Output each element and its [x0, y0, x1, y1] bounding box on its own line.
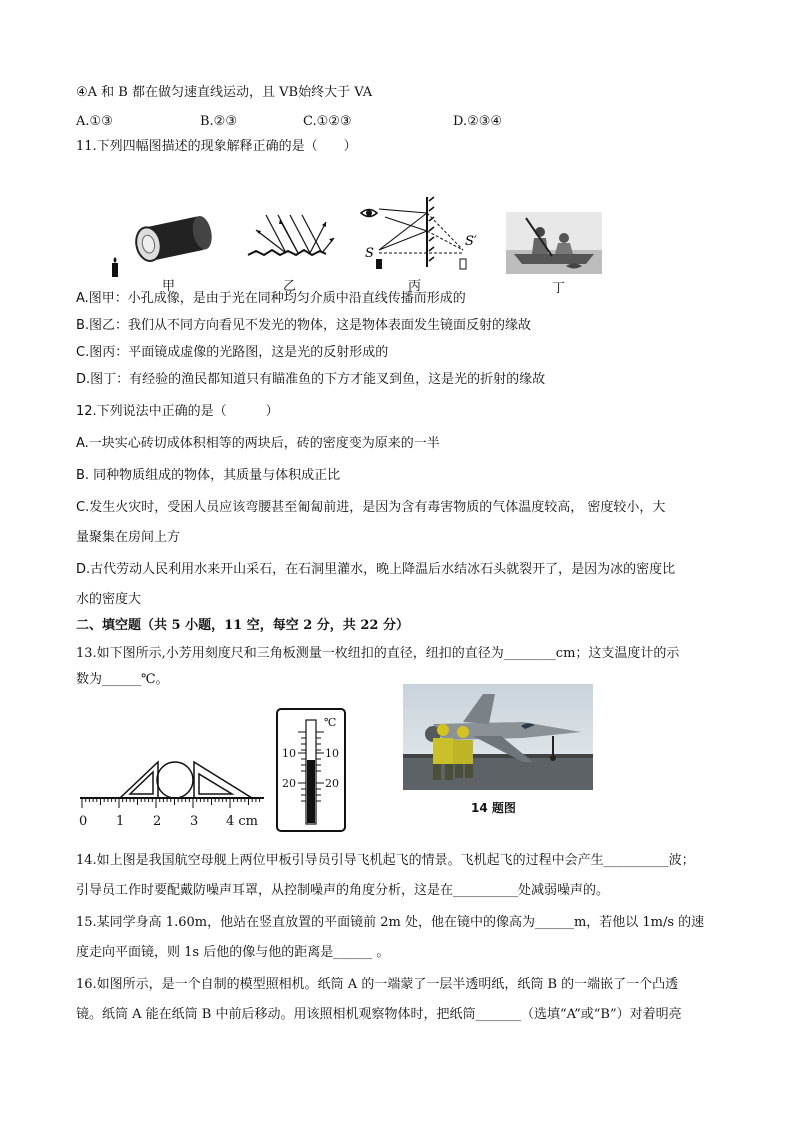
q10-option-d: D.②③④	[453, 114, 503, 129]
q10-option-a: A.①③	[76, 114, 113, 129]
thermo-left-20: 20	[282, 777, 296, 790]
q14-figure-caption: 14 题图	[471, 801, 516, 815]
label-s-prime: S′	[465, 234, 477, 249]
q12-stem: 12.下列说法中正确的是（ ）	[76, 404, 279, 419]
label-s: S	[365, 246, 374, 261]
q15-line2: 度走向平面镜，则 1s 后他的像与他的距离是______ 。	[76, 945, 390, 960]
ruler-tick-4: 4 cm	[226, 814, 259, 829]
ruler-tick-2: 2	[153, 814, 162, 829]
pinhole-camera-figure	[108, 215, 218, 280]
ruler-figure	[76, 756, 268, 830]
q11-option-c: C.图丙：平面镜成虚像的光路图，这是光的反射形成的	[76, 345, 389, 360]
ruler-tick-3: 3	[190, 814, 199, 829]
caption-jia: 甲	[162, 279, 176, 294]
q12-option-d-line2: 水的密度大	[76, 592, 142, 607]
q12-option-c-line1: C.发生火灾时，受困人员应该弯腰甚至匍匐前进，是因为含有毒害物质的气体温度较高， 密度较小，大	[76, 500, 666, 515]
diffuse-reflection-figure	[246, 210, 336, 265]
q11-option-d: D.图丁：有经验的渔民都知道只有瞄准鱼的下方才能叉到鱼，这是光的折射的缘故	[76, 372, 546, 387]
thermo-right-20: 20	[325, 777, 339, 790]
thermo-right-10: 10	[325, 747, 339, 760]
q12-option-b: B. 同种物质组成的物体，其质量与体积成正比	[76, 468, 341, 483]
thermo-left-10: 10	[282, 747, 296, 760]
ruler-tick-1: 1	[116, 814, 125, 829]
q12-option-c-line2: 量聚集在房间上方	[76, 530, 181, 545]
q10-option-b: B.②③	[200, 114, 237, 129]
q16-line1: 16.如图所示，是一个自制的模型照相机。纸筒 A 的一端蒙了一层半透明纸，纸筒 B 的一端嵌了一个凸透	[76, 977, 679, 992]
q10-item4: ④A 和 B 都在做匀速直线运动，且 VB始终大于 VA	[76, 85, 373, 100]
carrier-jet-photo	[403, 684, 593, 790]
fisherman-figure	[506, 212, 602, 274]
thermo-unit: ℃	[324, 716, 337, 729]
q12-option-d-line1: D.古代劳动人民利用水来开山采石，在石洞里灌水，晚上降温后水结冰石头就裂开了，是因为冰的密度比	[76, 562, 676, 577]
section-heading: 二、填空题（共 5 小题，11 空，每空 2 分，共 22 分）	[76, 618, 409, 633]
q14-line2: 引导员工作时要配戴防噪声耳罩，从控制噪声的角度分析，这是在__________处减弱噪声的。	[76, 883, 610, 898]
q11-option-a: A.图甲：小孔成像，是由于光在同种均匀介质中沿直线传播而形成的	[76, 291, 466, 306]
q16-line2: 镜。纸筒 A 能在纸筒 B 中前后移动。用该照相机观察物体时，把纸筒_______（选填“A”或“B”）对着明亮	[76, 1007, 682, 1022]
q13-line1: 13.如下图所示,小芳用刻度尺和三角板测量一枚纽扣的直径，纽扣的直径为________cm；这支温度计的示	[76, 646, 680, 661]
caption-yi: 乙	[283, 279, 297, 294]
q13-line2: 数为______℃。	[76, 672, 169, 687]
q11-stem: 11.下列四幅图描述的现象解释正确的是（ ）	[76, 139, 357, 154]
q14-line1: 14.如上图是我国航空母舰上两位甲板引导员引导飞机起飞的情景。飞机起飞的过程中会产生__________波；	[76, 853, 695, 868]
q10-option-c: C.①②③	[303, 114, 352, 129]
ruler-tick-0: 0	[79, 814, 88, 829]
thermometer-figure	[276, 708, 346, 832]
q15-line1: 15.某同学身高 1.60m，他站在竖直放置的平面镜前 2m 处，他在镜中的像高为______m，若他以 1m/s 的速	[76, 915, 705, 930]
q11-option-b: B.图乙：我们从不同方向看见不发光的物体，这是物体表面发生镜面反射的缘故	[76, 318, 532, 333]
plane-mirror-figure	[355, 195, 485, 275]
caption-bing: 丙	[408, 279, 422, 294]
q12-option-a: A.一块实心砖切成体积相等的两块后，砖的密度变为原来的一半	[76, 436, 440, 451]
caption-ding: 丁	[552, 281, 566, 296]
